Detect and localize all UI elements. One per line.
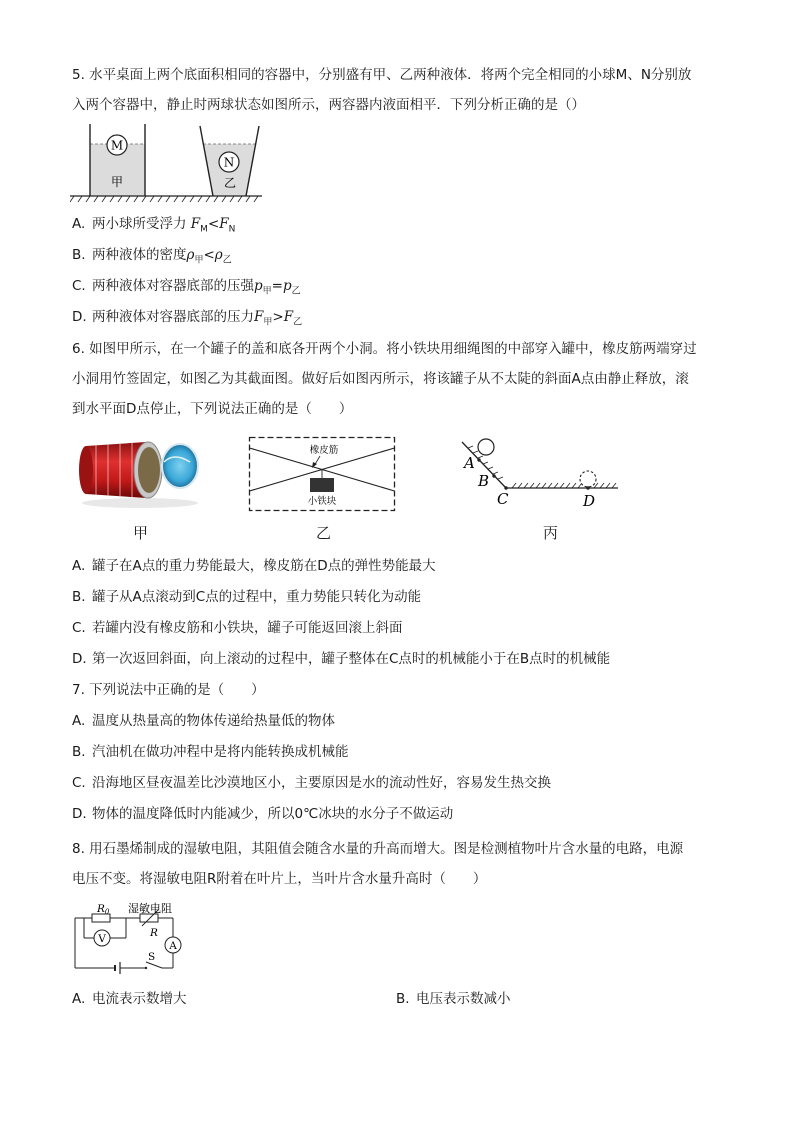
q5-option-a[interactable]: A. 两小球所受浮力 $F_M<F_N$ — [72, 216, 236, 235]
q6-option-c[interactable]: C. 若罐内没有橡皮筋和小铁块，罐子可能返回滚上斜面 — [72, 620, 403, 636]
q8-stem-line-2: 电压不变。将湿敏电阻R附着在叶片上，当叶片含水量升高时（ ） — [72, 871, 487, 887]
r-label: R — [150, 927, 158, 939]
ammeter-label: A — [169, 940, 177, 952]
fig-caption-yi: 乙 — [316, 524, 332, 542]
can-photo — [76, 432, 204, 510]
iron-block — [310, 478, 334, 492]
q5-stem-line-1: 5. 水平桌面上两个底面积相同的容器中，分别盛有甲、乙两种液体．将两个完全相同的小球M、N分别放 — [72, 67, 692, 83]
fig-caption-bing: 丙 — [543, 524, 559, 542]
iron-block-label: 小铁块 — [307, 496, 337, 507]
liquid-a-label: 甲 — [110, 175, 124, 189]
q7-option-b[interactable]: B. 汽油机在做功冲程中是将内能转换成机械能 — [72, 744, 349, 760]
q8-option-b[interactable]: B. 电压表示数减小 — [396, 991, 511, 1007]
q7-stem: 7. 下列说法中正确的是（ ） — [72, 682, 265, 698]
q7-option-a[interactable]: A. 温度从热量高的物体传递给热量低的物体 — [72, 713, 335, 729]
q7-option-d[interactable]: D. 物体的温度降低时内能减少，所以0℃冰块的水分子不做运动 — [72, 806, 454, 822]
can-at-a — [478, 439, 494, 455]
q6-stem-line-2: 小洞用竹签固定，如图乙为其截面图。做好后如图丙所示，将该罐子从不太陡的斜面A点由静止释放，滚 — [72, 371, 689, 387]
q8-option-a[interactable]: A. 电流表示数增大 — [72, 991, 187, 1007]
q5-container-figure — [70, 124, 262, 206]
cross-section-figure — [248, 436, 396, 512]
q7-option-c[interactable]: C. 沿海地区昼夜温差比沙漠地区小，主要原因是水的流动性好，容易发生热交换 — [72, 775, 551, 791]
point-d-label: D — [583, 492, 596, 510]
circuit-figure — [70, 902, 186, 974]
ball-n-label: N — [223, 155, 235, 170]
q5-option-b[interactable]: B. 两种液体的密度$\rho_甲<\rho_乙$ — [72, 247, 232, 266]
point-c-label: C — [497, 490, 509, 508]
q6-option-d[interactable]: D. 第一次返回斜面，向上滚动的过程中，罐子整体在C点时的机械能小于在B点时的机械能 — [72, 651, 611, 667]
ball-m-label: M — [110, 138, 124, 153]
q6-option-a[interactable]: A. 罐子在A点的重力势能最大，橡皮筋在D点的弹性势能最大 — [72, 558, 436, 574]
fig-caption-jia: 甲 — [133, 524, 149, 542]
voltmeter-label: V — [98, 933, 106, 945]
humidity-resistor-label: 湿敏电阻 — [128, 902, 172, 915]
humidity-resistor — [140, 914, 158, 922]
liquid-b-label: 乙 — [223, 176, 237, 190]
switch-label: S — [148, 951, 156, 963]
q5-option-c[interactable]: C. 两种液体对容器底部的压强$p_甲=p_乙$ — [72, 278, 301, 297]
can-at-d — [580, 471, 596, 487]
incline-figure — [458, 436, 620, 514]
r0-label: R0 — [97, 903, 110, 916]
point-b-label: B — [478, 472, 490, 490]
rubber-band-label: 橡皮筋 — [309, 445, 339, 456]
point-a-label: A — [464, 454, 475, 472]
q5-stem-line-2: 入两个容器中，静止时两球状态如图所示，两容器内液面相平．下列分析正确的是（） — [72, 97, 585, 113]
q6-stem-line-3: 到水平面D点停止，下列说法正确的是（ ） — [72, 401, 353, 417]
q6-stem-line-1: 6. 如图甲所示，在一个罐子的盖和底各开两个小洞。将小铁块用细绳图的中部穿入罐中，橡皮筋两端穿过 — [72, 341, 697, 357]
q6-option-b[interactable]: B. 罐子从A点滚动到C点的过程中，重力势能只转化为动能 — [72, 589, 422, 605]
q5-option-d[interactable]: D. 两种液体对容器底部的压力$F_甲>F_乙$ — [72, 309, 303, 328]
q8-stem-line-1: 8. 用石墨烯制成的湿敏电阻，其阻值会随含水量的升高而增大。图是检测植物叶片含水量的电路，电源 — [72, 841, 684, 857]
